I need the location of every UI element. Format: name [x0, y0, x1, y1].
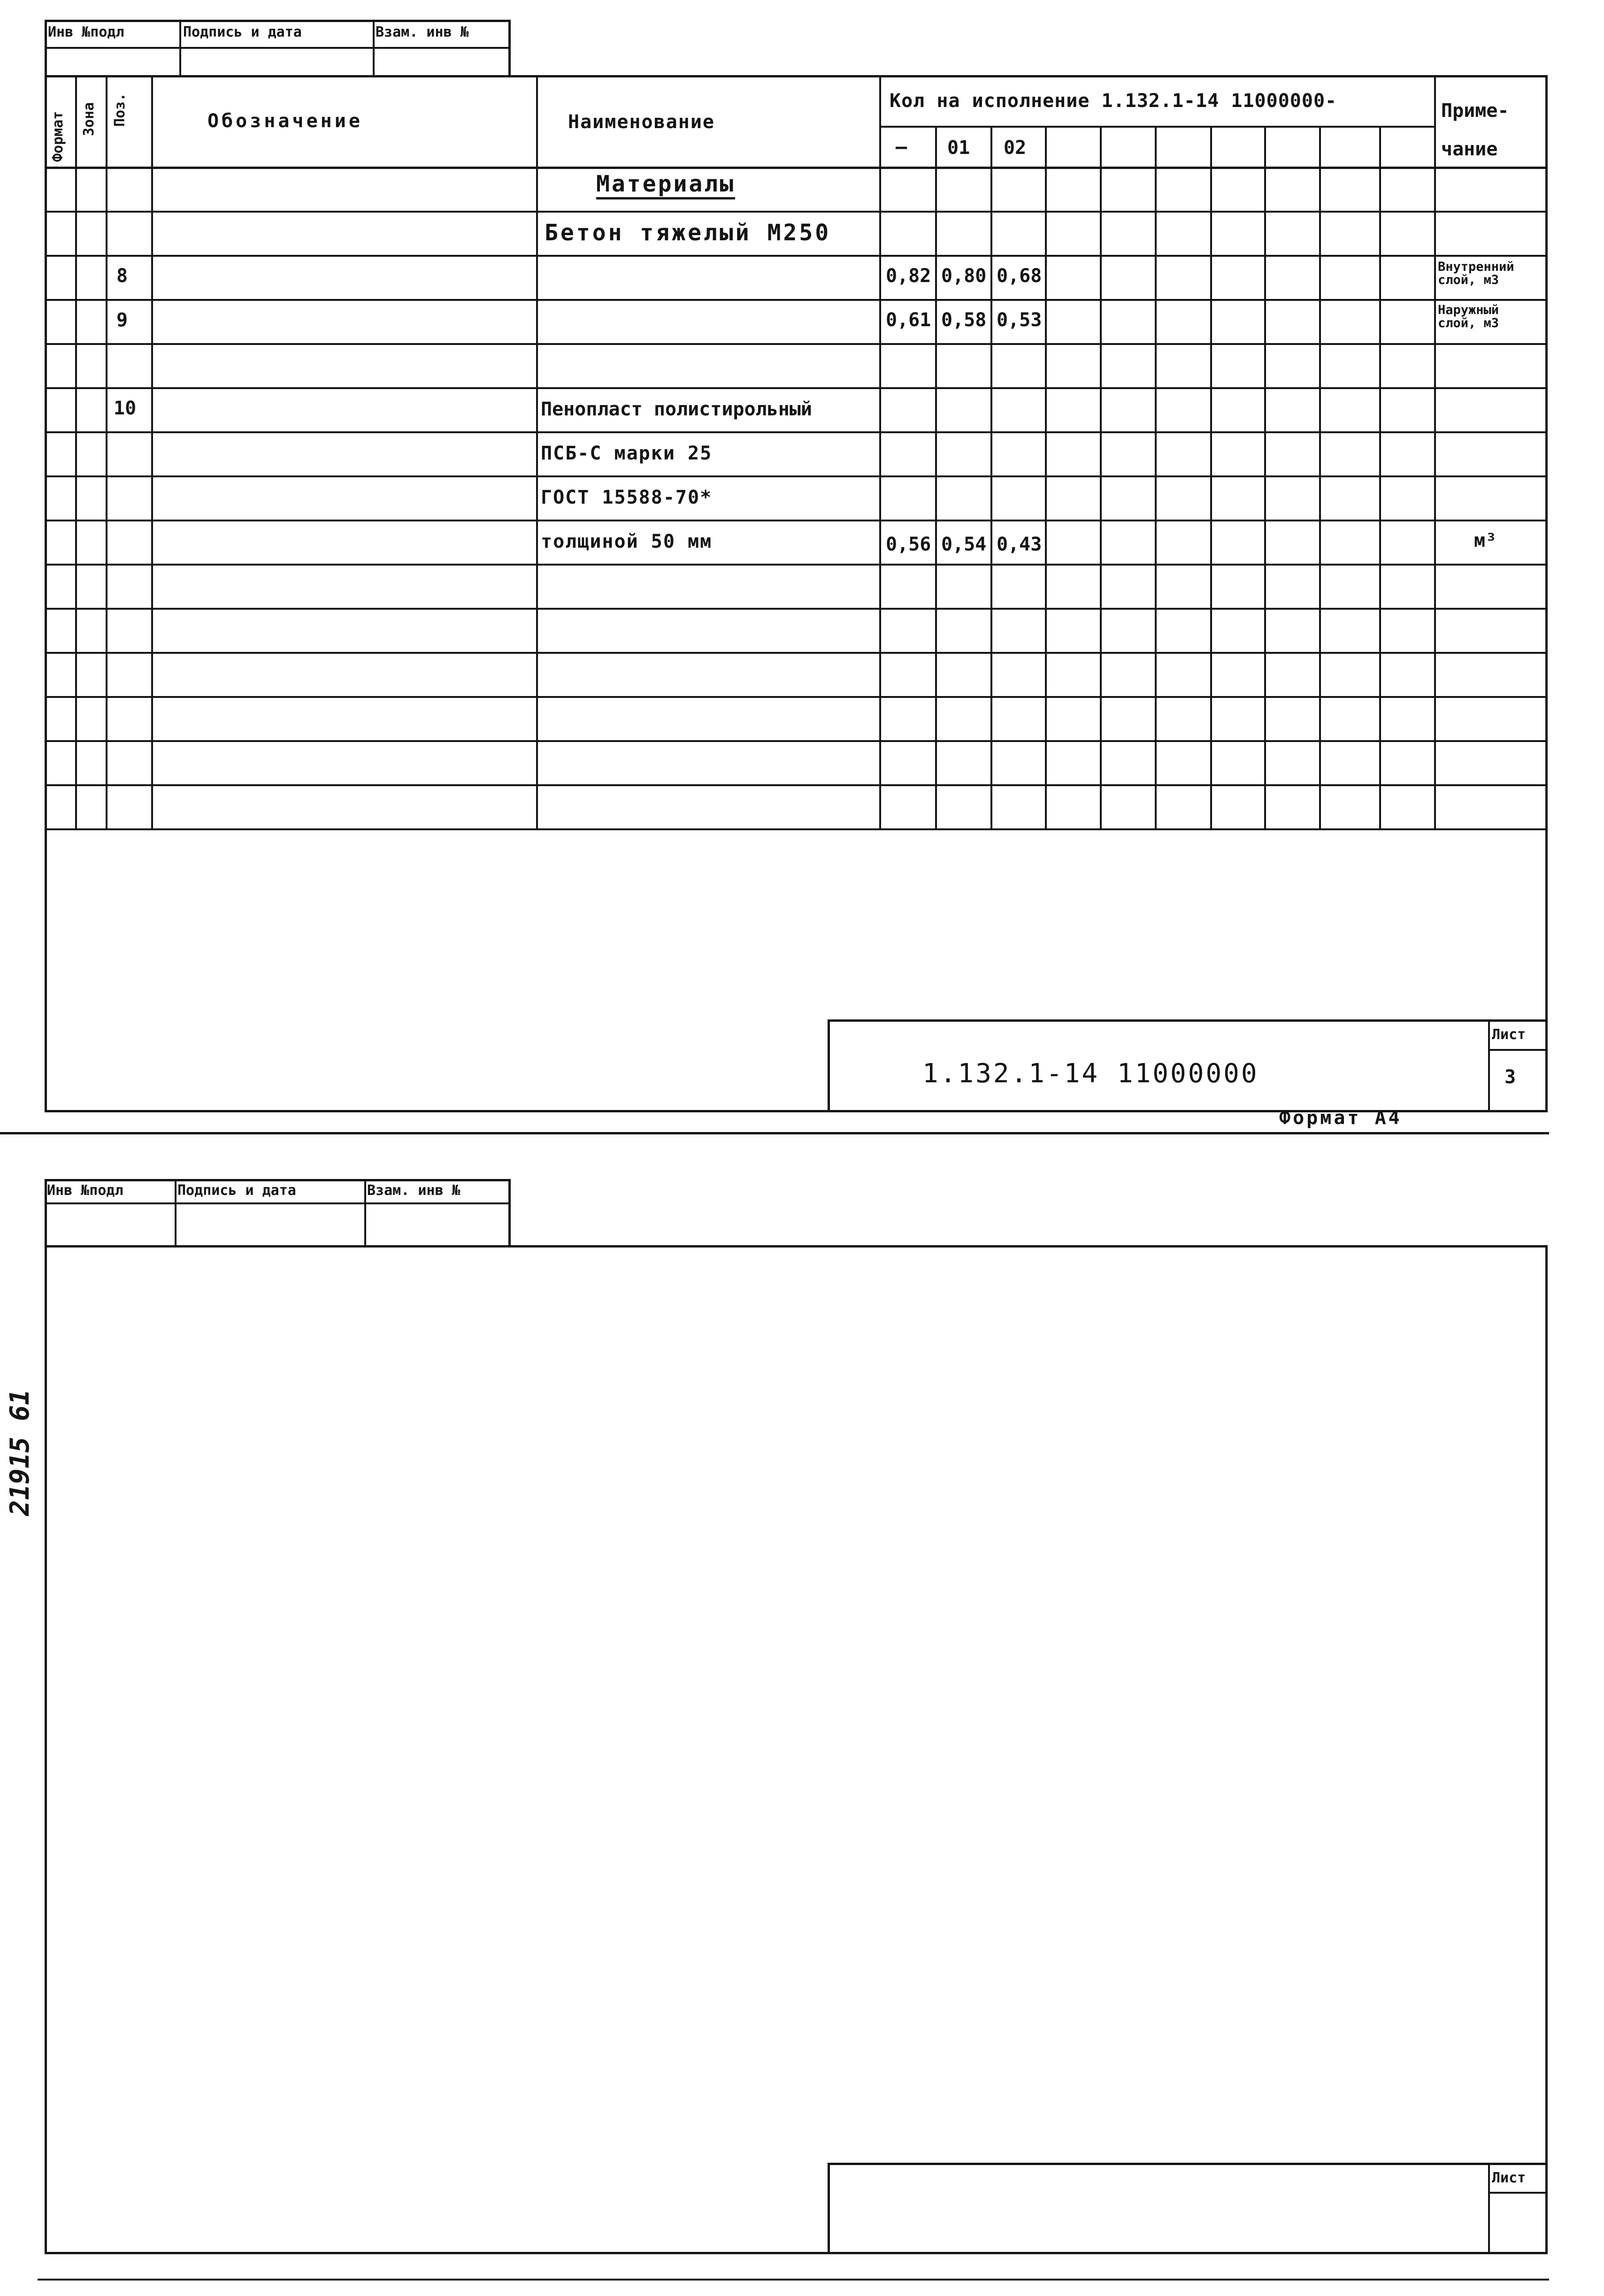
- row-3-note: Наружный слой, м3: [1438, 303, 1499, 331]
- stamp-replace-label: Взам. инв №: [376, 24, 469, 40]
- row-6-name: ПСБ-С марки 25: [541, 443, 713, 464]
- page2-sheet-label: Лист: [1492, 2170, 1526, 2186]
- row-5-name: Пенопласт полистирольный: [541, 398, 812, 420]
- header-note: Приме- чание: [1441, 100, 1509, 160]
- page2-stamp-replace-label: Взам. инв №: [367, 1182, 460, 1199]
- row-5-pos: 10: [114, 398, 137, 419]
- row-2-qty-base: 0,82: [886, 265, 931, 287]
- row-1-name: Бетон тяжелый М250: [545, 220, 831, 246]
- header-zone: Зона: [81, 102, 97, 136]
- row-8-qty-02: 0,43: [997, 534, 1042, 555]
- header-designation: Обозначение: [207, 110, 363, 132]
- page2-bottom-line: [38, 2279, 1549, 2281]
- row-8-qty-01: 0,54: [941, 534, 987, 555]
- row-2-note: Внутренний слой, м3: [1438, 260, 1514, 288]
- header-variant-02: 02: [1004, 137, 1027, 159]
- row-7-name: ГОСТ 15588-70*: [541, 487, 713, 508]
- row-3-qty-base: 0,61: [886, 309, 931, 331]
- header-qty-title: Кол на исполнение 1.132.1-14 11000000-: [890, 90, 1337, 112]
- margin-number: 21915 61: [5, 1389, 35, 1516]
- page2-stamp-inv-label: Инв №подл: [47, 1182, 123, 1199]
- row-3-qty-01: 0,58: [941, 309, 987, 331]
- format-label: Формат А4: [1279, 1107, 1402, 1129]
- row-8-note: м³: [1474, 530, 1497, 551]
- header-format: Формат: [50, 111, 66, 162]
- page2-stamp-signature-label: Подпись и дата: [177, 1182, 296, 1199]
- header-variant-base: —: [896, 136, 907, 158]
- row-2-qty-02: 0,68: [997, 265, 1042, 287]
- cut-line: [0, 1132, 1549, 1134]
- header-pos: Поз.: [112, 92, 128, 127]
- header-variant-01: 01: [947, 137, 970, 159]
- row-3-pos: 9: [116, 309, 128, 331]
- row-3-qty-02: 0,53: [997, 309, 1042, 331]
- sheet-number: 3: [1504, 1066, 1516, 1088]
- sheet-label: Лист: [1492, 1026, 1526, 1043]
- row-8-name: толщиной 50 мм: [541, 531, 713, 552]
- doc-number: 1.132.1-14 11000000: [922, 1058, 1259, 1089]
- row-2-qty-01: 0,80: [941, 265, 987, 287]
- stamp-signature-label: Подпись и дата: [183, 24, 302, 40]
- header-name: Наименование: [568, 111, 715, 133]
- row-2-pos: 8: [116, 265, 128, 287]
- row-8-qty-base: 0,56: [886, 534, 931, 555]
- stamp-inv-label: Инв №подл: [48, 24, 124, 40]
- row-0-name: Материалы: [596, 173, 735, 199]
